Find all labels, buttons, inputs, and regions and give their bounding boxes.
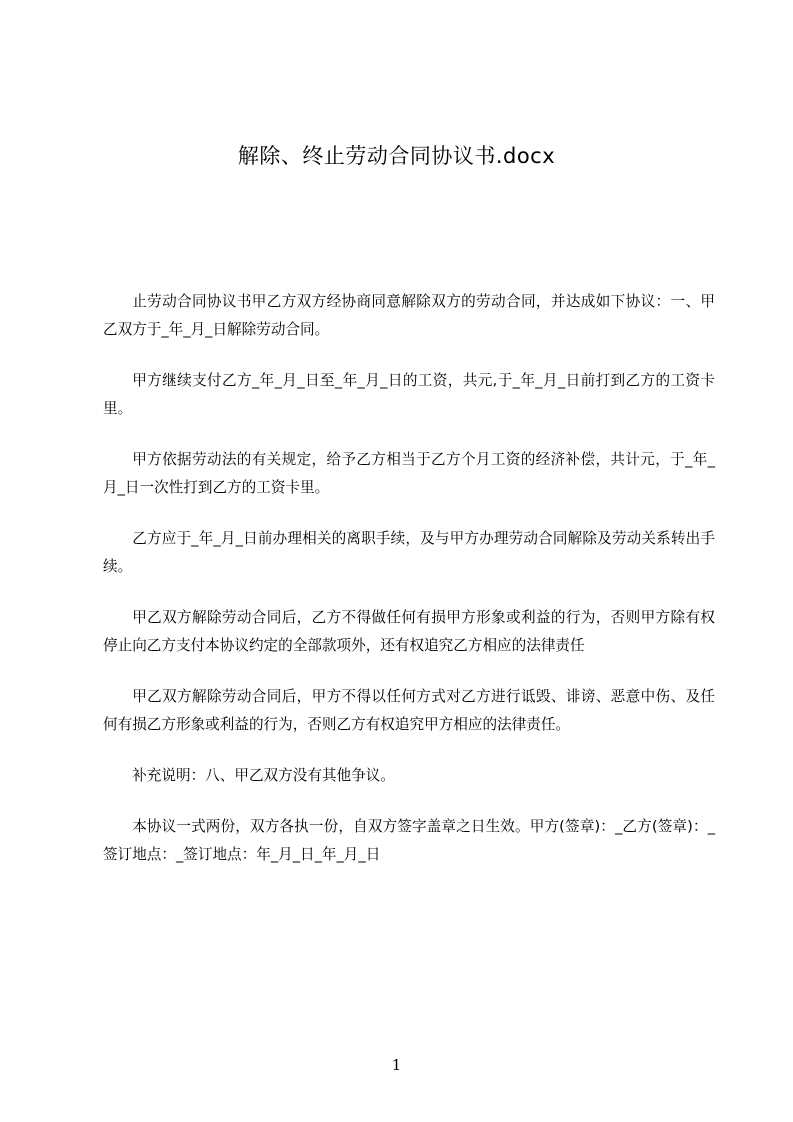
paragraph-6: 甲乙双方解除劳动合同后，甲方不得以任何方式对乙方进行诋毁、诽谤、恶意中伤、及任何有损乙方形象或利益的行为，否则乙方有权追究甲方相应的法律责任。 (103, 688, 715, 733)
paragraph-1: 止劳动合同协议书甲乙方双方经协商同意解除双方的劳动合同，并达成如下协议：一、甲乙双方于_年_月_日解除劳动合同。 (103, 293, 715, 338)
document-body (103, 288, 715, 892)
document-title: 解除、终止劳动合同协议书.docx (237, 144, 556, 168)
paragraph-2: 甲方继续支付乙方_年_月_日至_年_月_日的工资，共元,于_年_月_日前打到乙方的工资卡里。 (103, 372, 715, 417)
page-number: 1 (391, 1056, 402, 1074)
paragraph-8: 本协议一式两份，双方各执一份，自双方签字盖章之日生效。甲方(签章)：_乙方(签章)：_签订地点：_签订地点：年_月_日_年_月_日 (103, 818, 715, 863)
paragraph-5: 甲乙双方解除劳动合同后，乙方不得做任何有损甲方形象或利益的行为，否则甲方除有权停止向乙方支付本协议约定的全部款项外，还有权追究乙方相应的法律责任 (103, 609, 715, 654)
paragraph-3: 甲方依据劳动法的有关规定，给予乙方相当于乙方个月工资的经济补偿，共计元，于_年_月_日一次性打到乙方的工资卡里。 (103, 451, 715, 496)
paragraph-7: 补充说明：八、甲乙双方没有其他争议。 (132, 767, 395, 784)
paragraph-4: 乙方应于_年_月_日前办理相关的离职手续，及与甲方办理劳动合同解除及劳动关系转出手续。 (103, 530, 715, 575)
